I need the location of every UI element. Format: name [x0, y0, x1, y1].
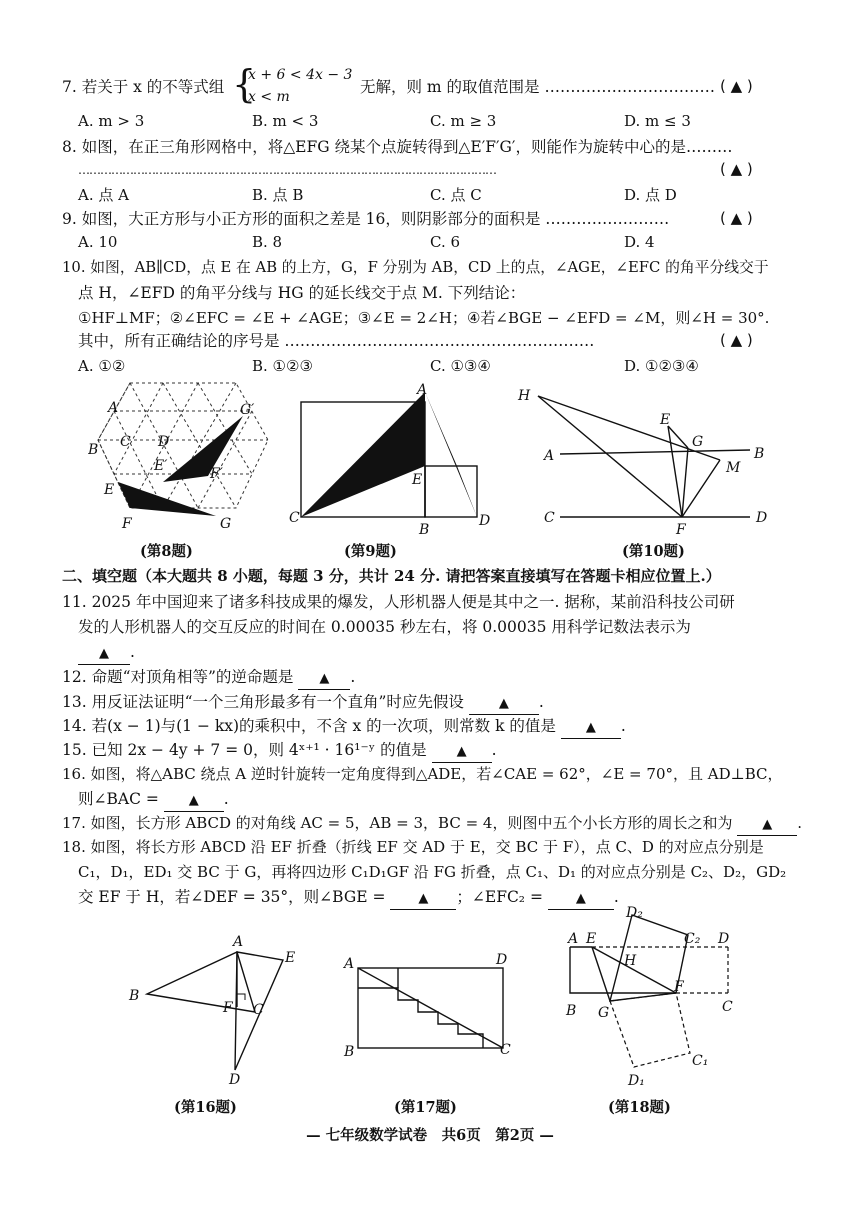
q9-option-b: B. 8: [252, 233, 283, 251]
fig16-triangle-abc: [147, 952, 255, 1012]
q10-option-d: D. ①②③④: [624, 357, 699, 375]
q9-answer: ( ▲ ): [720, 209, 753, 227]
fig10-label: H: [518, 388, 531, 404]
fig9-shaded-left: [301, 392, 425, 517]
q9-line1: 9. 如图，大正方形与小正方形的面积之差是 16，则阴影部分的面积是 ……………………: [62, 210, 670, 228]
fig16-caption: (第16题): [174, 1099, 237, 1116]
fig9-small-square: [425, 466, 477, 517]
fig8-label: D: [158, 434, 170, 450]
fig9-label: B: [419, 522, 430, 538]
q18-line3: 交 EF 于 H，若∠DEF = 35°，则∠BGE = ▲ ；∠EFC₂ = ▲ .: [78, 887, 619, 910]
fig8-label: F′: [210, 466, 223, 482]
figure-18: [558, 905, 748, 1095]
fig8-label: F: [122, 516, 132, 532]
q18-blank-2[interactable]: ▲: [548, 887, 614, 910]
q10-option-c: C. ①③④: [430, 357, 491, 375]
fig18-quad-c1d1gf: [610, 993, 690, 1067]
q10-line2: 点 H，∠EFD 的角平分线与 HG 的延长线交于点 M. 下列结论：: [78, 284, 526, 302]
q8-option-c: C. 点 C: [430, 186, 482, 204]
fig17-label: D: [496, 952, 508, 968]
figure-8: [88, 378, 278, 538]
fig18-label: C₂: [684, 931, 701, 947]
q7-option-b: B. m < 3: [252, 112, 319, 130]
q7-answer: ( ▲ ): [720, 77, 753, 95]
fig8-label: B: [88, 442, 99, 458]
fig18-rect-left: [570, 947, 676, 993]
fig17-label: C: [500, 1042, 511, 1058]
q7-option-d: D. m ≤ 3: [624, 112, 691, 130]
fig18-label: D₂: [626, 905, 643, 921]
fig9-label: D: [479, 513, 491, 529]
fig17-label: A: [344, 956, 355, 972]
fig18-label: C: [722, 999, 733, 1015]
fig18-caption: (第18题): [608, 1099, 671, 1116]
q10-line3: ①HF⊥MF；②∠EFC = ∠E + ∠AGE；③∠E = 2∠H；④若∠BGE − ∠EFD = ∠M，则∠H = 30°.: [78, 309, 770, 327]
fig18-label: B: [566, 1003, 577, 1019]
fig10-label: A: [544, 448, 555, 464]
q11-line2: 发的人形机器人的交互反应的时间在 0.00035 秒左右，将 0.00035 用科学记数法表示为: [78, 618, 691, 636]
q9-option-a: A. 10: [78, 233, 118, 251]
q7-ineq1: x + 6 < 4x − 3: [248, 67, 353, 83]
q11-answer-line: ▲ .: [78, 642, 135, 665]
section-2-heading: 二、填空题（本大题共 8 小题，每题 3 分，共计 24 分. 请把答案直接填写在答题卡相应位置上.）: [62, 567, 721, 585]
q7-ineq2: x < m: [248, 89, 290, 105]
fig10-label: D: [756, 510, 768, 526]
fig18-label: D: [718, 931, 730, 947]
q13: 13. 用反证法证明“一个三角形最多有一个直角”时应先假设 ▲ .: [62, 692, 544, 715]
fig17-steps: [358, 988, 483, 1048]
fig17-label: B: [344, 1044, 355, 1060]
fig16-label: C: [253, 1002, 264, 1018]
fig18-label: H: [624, 953, 637, 969]
fig8-label: A: [108, 400, 119, 416]
fig8-label: C: [120, 434, 131, 450]
fig16-label: F: [223, 1000, 233, 1016]
fig16-label: E: [285, 950, 296, 966]
q8-option-d: D. 点 D: [624, 186, 677, 204]
figure-16: [125, 932, 305, 1092]
q11-blank[interactable]: ▲: [78, 642, 130, 665]
q10-answer: ( ▲ ): [720, 331, 753, 349]
q8-option-a: A. 点 A: [78, 186, 129, 204]
fig18-label: E: [586, 931, 597, 947]
q17: 17. 如图，长方形 ABCD 的对角线 AC = 5，AB = 3，BC = 4，则图中五个小长方形的周长之和为 ▲ .: [62, 813, 802, 836]
fig8-label: E′: [154, 458, 168, 474]
q15-blank[interactable]: ▲: [432, 740, 492, 763]
q13-blank[interactable]: ▲: [469, 692, 539, 715]
fig17-caption: (第17题): [394, 1099, 457, 1116]
fig9-caption: (第9题): [344, 543, 397, 560]
q8-line1: 8. 如图，在正三角形网格中，将△EFG 绕某个点旋转得到△E′F′G′，则能作为旋转中心的是………: [62, 138, 733, 156]
q9-option-c: C. 6: [430, 233, 461, 251]
q10-option-a: A. ①②: [78, 357, 126, 375]
fig10-label: G: [692, 434, 704, 450]
q8-line2: ……………………………………………………………………………………………………: [78, 163, 496, 177]
q12: 12. 命题“对顶角相等”的逆命题是 ▲ .: [62, 667, 355, 690]
q11-line1: 11. 2025 年中国迎来了诸多科技成果的爆发，人形机器人便是其中之一. 据称，某前沿科技公司研: [62, 593, 735, 611]
figure-9: [285, 382, 495, 542]
fig10-label: B: [754, 446, 765, 462]
q18-line1: 18. 如图，将长方形 ABCD 沿 EF 折叠（折线 EF 交 AD 于 E，交 BC 于 F），点 C、D 的对应点分别是: [62, 838, 764, 856]
fig8-caption: (第8题): [140, 543, 193, 560]
q16-line2: 则∠BAC = ▲ .: [78, 789, 229, 812]
fig18-label: F: [674, 979, 684, 995]
q8-option-b: B. 点 B: [252, 186, 304, 204]
q18-blank-1[interactable]: ▲: [390, 887, 456, 910]
q10-line1: 10. 如图，AB∥CD，点 E 在 AB 的上方，G，F 分别为 AB，CD 上的点，∠AGE，∠EFC 的角平分线交于: [62, 259, 769, 276]
q14: 14. 若(x − 1)与(1 − kx)的乘积中，不含 x 的一次项，则常数 k 的值是 ▲ .: [62, 716, 626, 739]
fig9-shaded-right: [425, 392, 477, 517]
fig10-label: E: [660, 412, 671, 428]
fig8-label: E: [104, 482, 115, 498]
q7-option-c: C. m ≥ 3: [430, 112, 497, 130]
fig10-label: M: [726, 460, 741, 476]
q8-answer: ( ▲ ): [720, 160, 753, 178]
q7-stem: 7. 若关于 x 的不等式组: [62, 78, 225, 96]
fig16-label: A: [233, 934, 244, 950]
q12-blank[interactable]: ▲: [298, 667, 350, 690]
fig10-label: F: [676, 522, 686, 537]
q10-line4: 其中，所有正确结论的序号是 ……………………………………………………: [78, 332, 595, 350]
fig8-label: G: [220, 516, 232, 532]
fig16-label: D: [229, 1072, 241, 1088]
q7-stem-post: 无解，则 m 的取值范围是 ……………………………: [360, 78, 715, 96]
q17-blank[interactable]: ▲: [737, 813, 797, 836]
figure-17: [338, 950, 528, 1070]
q14-blank[interactable]: ▲: [561, 716, 621, 739]
fig8-triangle-efg: [118, 482, 216, 516]
fig10-caption: (第10题): [622, 543, 685, 560]
q9-option-d: D. 4: [624, 233, 655, 251]
q7-brace: {: [232, 62, 257, 106]
fig18-label: D₁: [628, 1073, 645, 1089]
fig9-label: C: [289, 510, 300, 526]
q16-blank[interactable]: ▲: [164, 789, 224, 812]
q7-option-a: A. m > 3: [78, 112, 145, 130]
q15: 15. 已知 2x − 4y + 7 = 0，则 4ˣ⁺¹ · 16¹⁻ʸ 的值是 ▲ .: [62, 740, 497, 763]
fig10-label: C: [544, 510, 555, 526]
fig18-label: G: [598, 1005, 610, 1021]
fig9-label: A: [417, 382, 428, 398]
fig9-label: E: [412, 472, 423, 488]
figure-10: [510, 382, 780, 537]
fig18-label: C₁: [692, 1053, 709, 1069]
q18-line2: C₁，D₁，ED₁ 交 BC 于 G，再将四边形 C₁D₁GF 沿 FG 折叠，点 C₁、D₁ 的对应点分别是 C₂、D₂，GD₂: [78, 863, 787, 881]
q16-line1: 16. 如图，将△ABC 绕点 A 逆时针旋转一定角度得到△ADE，若∠CAE = 62°，∠E = 70°，且 AD⊥BC，: [62, 765, 783, 783]
q10-option-b: B. ①②③: [252, 357, 313, 375]
page-footer: — 七年级数学试卷 共6页 第2页 —: [306, 1127, 554, 1144]
fig8-label: G′: [240, 402, 255, 418]
fig18-label: A: [568, 931, 579, 947]
fig16-label: B: [129, 988, 140, 1004]
